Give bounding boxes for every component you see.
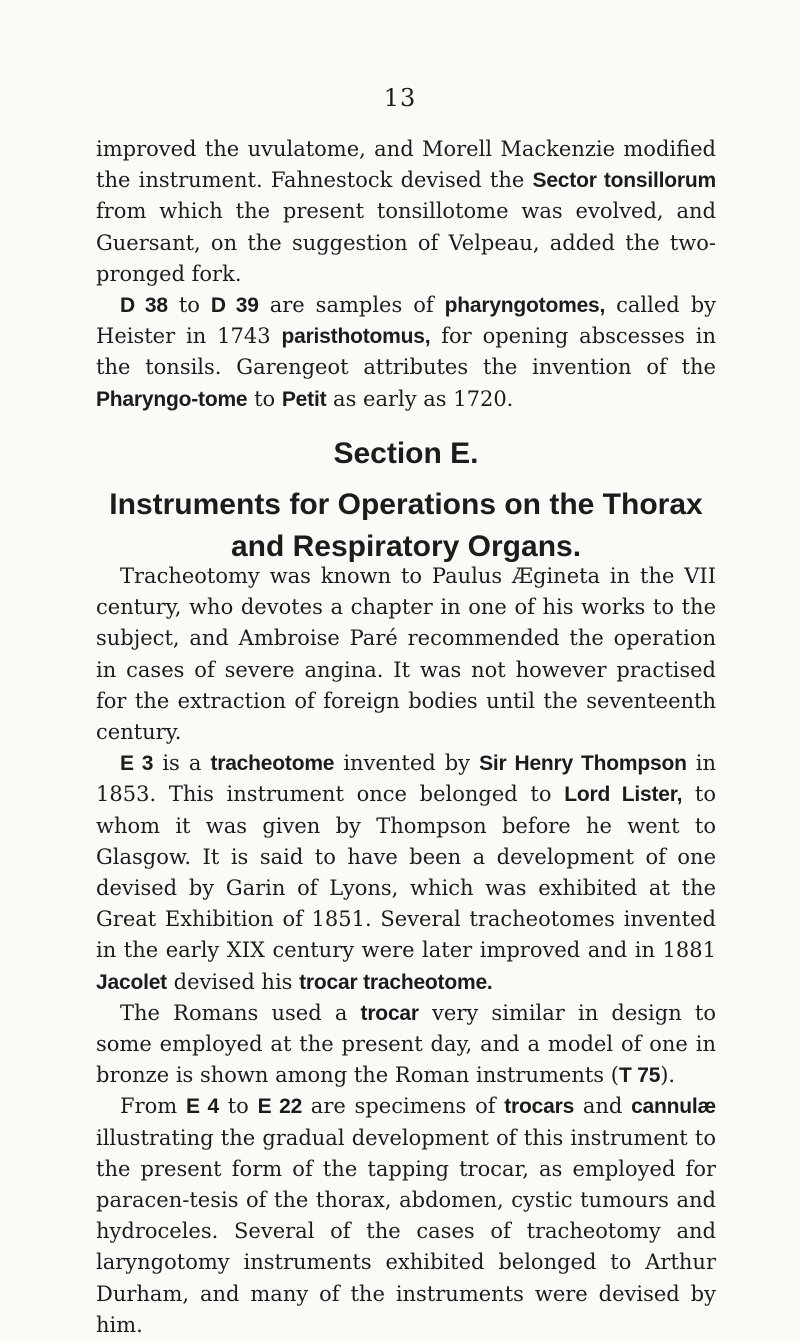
pharyngo-text-4: for opening abscesses in the tonsils. Garengeot attributes the invention of the (96, 324, 716, 380)
term-pharyngotome: Pharyngo-tome (96, 387, 248, 411)
term-lord-lister: Lord Lister, (564, 783, 683, 807)
para2-text-5: devised his (166, 969, 300, 994)
para4-text-5: illustrating the gradual development of this instrument to the present form of the tapping trocar, as employed for paracen-tesis of the thorax, abdomen, cystic tumours and hydroceles. Several of the cases of tracheotomy and laryngotomy instruments exhibited belonged to Arthur Durham, and many of the instruments were devised by him. (96, 1125, 716, 1337)
para4-text-2: to (218, 1094, 258, 1119)
section-title: Section E. (333, 437, 479, 470)
para2-text-2: invented by (334, 751, 480, 776)
para3-text-1: The Romans used a (120, 1000, 361, 1025)
ref-t75: T 75 (618, 1064, 661, 1088)
intro-text-block (96, 134, 716, 415)
tracheotome-paragraph (96, 748, 716, 998)
term-trocar-tracheotome: trocar tracheotome. (299, 970, 493, 994)
term-jacolet: Jacolet (96, 970, 167, 994)
ref-e4: E 4 (185, 1095, 219, 1119)
para2-text-1: is a (153, 751, 211, 776)
term-paristhotomus: paristhotomus, (281, 325, 431, 349)
ref-d38: D 38 (120, 294, 168, 318)
ref-d39: D 39 (210, 294, 259, 318)
section-body (96, 561, 716, 1341)
page-number: 13 (383, 84, 417, 112)
pharyngo-text-3: called by Heister in 1743 (96, 293, 717, 349)
pharyngo-text-2: are samples of (258, 293, 445, 318)
term-cannulae: cannulæ (631, 1095, 717, 1119)
roman-trocar-paragraph (96, 998, 716, 1092)
pharyngotome-paragraph (96, 290, 716, 415)
para4-text-3: are specimens of (302, 1094, 505, 1119)
trocars-cannulae-paragraph (96, 1091, 716, 1341)
para2-text-3: in 1853. This instrument once belonged to (96, 751, 717, 807)
intro-text-1: improved the uvulatome, and Morell Mackenzie modified the instrument. Fahnestock devised the (96, 137, 716, 193)
term-trocar: trocar (360, 1001, 419, 1025)
term-tracheotome: tracheotome (210, 752, 335, 776)
term-pharyngotomes: pharyngotomes, (444, 294, 606, 318)
ref-e3: E 3 (120, 752, 154, 776)
para2-text-4: to whom it was given by Thompson before he went to Glasgow. It is said to have been a development of one devised by Garin of Lyons, which was exhibited at the Great Exhibition of 1851. Several tracheotomes invented in the early XIX century were later improved and in 1881 (96, 782, 716, 963)
para3-text-3: ). (660, 1063, 676, 1088)
term-trocars: trocars (504, 1095, 575, 1119)
term-petit: Petit (281, 387, 327, 411)
intro-text-2: from which the present tonsillotome was evolved, and Guersant, on the suggestion of Velpeau, added the two-pronged fork. (96, 199, 716, 286)
pharyngo-text-6: as early as 1720. (326, 386, 514, 411)
pharyngo-text-5: to (247, 386, 282, 411)
para3-text-2: very similar in design to some employed at the present day, and a model of one in bronze is shown among the Roman instruments ( (96, 1000, 716, 1088)
pharyngo-text-1: to (167, 293, 211, 318)
para4-text-1: From (120, 1094, 186, 1119)
para4-text-4: and (574, 1094, 632, 1119)
term-sector-tonsillorum: Sector tonsillorum (532, 169, 716, 193)
section-subtitle: Instruments for Operations on the Thorax and Respiratory Organs. (109, 488, 703, 563)
tracheotomy-history-paragraph: Tracheotomy was known to Paulus Ægineta in the VII century, who devotes a chapter in one of his works to the subject, and Ambroise Paré recommended the operation in cases of severe angina. It was not however practised for the extraction of foreign bodies until the seventeenth century. (96, 564, 716, 745)
ref-e22: E 22 (257, 1095, 303, 1119)
intro-paragraph (96, 134, 716, 290)
term-sir-henry-thompson: Sir Henry Thompson (479, 752, 687, 776)
